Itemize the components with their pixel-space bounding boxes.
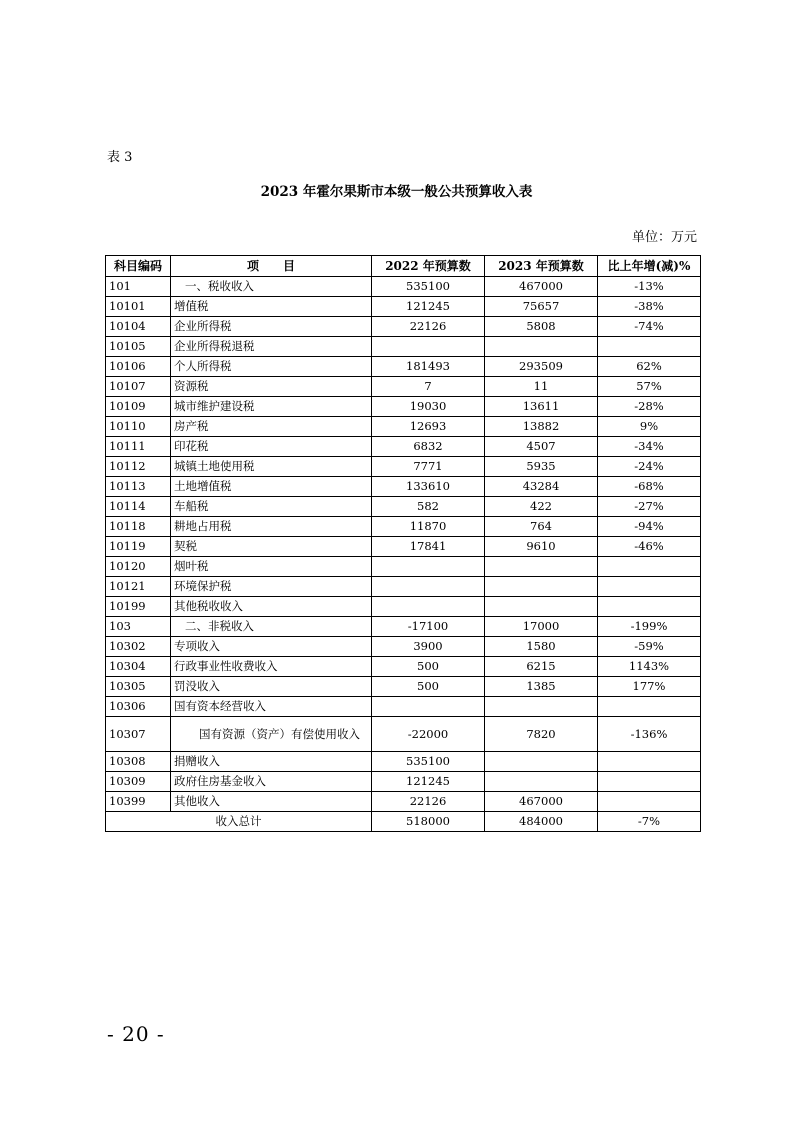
table-row [106, 377, 701, 397]
row-budget-2022: 500 [372, 657, 485, 677]
row-item-name: 环境保护税 [171, 577, 372, 597]
row-budget-2022: 17841 [372, 537, 485, 557]
row-budget-2023: 5808 [485, 317, 598, 337]
row-item-name: 个人所得税 [171, 357, 372, 377]
row-budget-2023: 13882 [485, 417, 598, 437]
row-budget-2023 [485, 772, 598, 792]
row-change [598, 337, 701, 357]
row-item-name: 印花税 [171, 437, 372, 457]
row-change: -27% [598, 497, 701, 517]
table-row [106, 337, 701, 357]
row-item-name: 耕地占用税 [171, 517, 372, 537]
row-item-name: 国有资本经营收入 [171, 697, 372, 717]
row-change: 62% [598, 357, 701, 377]
row-budget-2023 [485, 697, 598, 717]
row-change: -24% [598, 457, 701, 477]
table-row [106, 497, 701, 517]
row-budget-2023: 6215 [485, 657, 598, 677]
table-row [106, 617, 701, 637]
row-code: 10399 [106, 792, 171, 812]
row-item-name: 城镇土地使用税 [171, 457, 372, 477]
table-label: 表 3 [107, 150, 133, 165]
row-code: 10309 [106, 772, 171, 792]
row-budget-2023: 13611 [485, 397, 598, 417]
row-budget-2023 [485, 337, 598, 357]
row-code: 10101 [106, 297, 171, 317]
header-code: 科目编码 [106, 256, 171, 277]
row-budget-2022: 7 [372, 377, 485, 397]
row-budget-2023: 293509 [485, 357, 598, 377]
table-row [106, 477, 701, 497]
row-change [598, 752, 701, 772]
row-budget-2022: -17100 [372, 617, 485, 637]
row-code: 10107 [106, 377, 171, 397]
header-item: 项 目 [171, 256, 372, 277]
row-change: -199% [598, 617, 701, 637]
row-code: 10105 [106, 337, 171, 357]
row-change [598, 697, 701, 717]
document-title: 2023 年霍尔果斯市本级一般公共预算收入表 [260, 184, 533, 200]
row-budget-2022 [372, 697, 485, 717]
row-code: 103 [106, 617, 171, 637]
row-item-name: 其他收入 [171, 792, 372, 812]
table-header [106, 256, 701, 277]
row-budget-2022: 22126 [372, 317, 485, 337]
row-change: -136% [598, 717, 701, 752]
row-item-name: 车船税 [171, 497, 372, 517]
table-row [106, 317, 701, 337]
table-row [106, 697, 701, 717]
row-item-name: 房产税 [171, 417, 372, 437]
row-item-name: 罚没收入 [171, 677, 372, 697]
row-code: 10302 [106, 637, 171, 657]
row-budget-2023: 43284 [485, 477, 598, 497]
header-budget-2022: 2022 年预算数 [372, 256, 485, 277]
row-code: 10120 [106, 557, 171, 577]
row-budget-2023: 764 [485, 517, 598, 537]
table-row [106, 792, 701, 812]
table-row [106, 597, 701, 617]
row-budget-2023 [485, 752, 598, 772]
row-budget-2022 [372, 337, 485, 357]
row-budget-2022 [372, 597, 485, 617]
row-budget-2023: 1385 [485, 677, 598, 697]
row-item-name: 一、税收收入 [171, 277, 372, 297]
row-code: 10113 [106, 477, 171, 497]
row-item-name: 行政事业性收费收入 [171, 657, 372, 677]
row-budget-2022: 582 [372, 497, 485, 517]
row-change: -68% [598, 477, 701, 497]
row-change [598, 792, 701, 812]
total-label: 收入总计 [106, 812, 372, 832]
header-budget-2023: 2023 年预算数 [485, 256, 598, 277]
row-budget-2022 [372, 557, 485, 577]
row-code: 10109 [106, 397, 171, 417]
table-row [106, 752, 701, 772]
row-budget-2023 [485, 557, 598, 577]
row-code: 10121 [106, 577, 171, 597]
table-row [106, 437, 701, 457]
row-item-name: 契税 [171, 537, 372, 557]
row-change: 177% [598, 677, 701, 697]
row-budget-2023 [485, 577, 598, 597]
row-budget-2023: 9610 [485, 537, 598, 557]
row-budget-2022: 7771 [372, 457, 485, 477]
row-item-name: 政府住房基金收入 [171, 772, 372, 792]
row-budget-2022 [372, 577, 485, 597]
row-code: 10199 [106, 597, 171, 617]
table-row [106, 297, 701, 317]
row-item-name: 城市维护建设税 [171, 397, 372, 417]
row-change: -46% [598, 537, 701, 557]
row-budget-2022: 500 [372, 677, 485, 697]
row-change: 1143% [598, 657, 701, 677]
row-budget-2023: 7820 [485, 717, 598, 752]
row-change: -13% [598, 277, 701, 297]
table-body [106, 277, 701, 812]
row-budget-2023: 17000 [485, 617, 598, 637]
row-code: 10118 [106, 517, 171, 537]
table-row [106, 772, 701, 792]
row-budget-2023: 11 [485, 377, 598, 397]
row-budget-2023: 467000 [485, 792, 598, 812]
table-row [106, 417, 701, 437]
row-change [598, 557, 701, 577]
table-row [106, 457, 701, 477]
table-row [106, 657, 701, 677]
row-change: -34% [598, 437, 701, 457]
row-change [598, 577, 701, 597]
row-budget-2022: 22126 [372, 792, 485, 812]
row-change: 9% [598, 417, 701, 437]
row-item-name: 土地增值税 [171, 477, 372, 497]
table-row [106, 397, 701, 417]
row-budget-2023: 75657 [485, 297, 598, 317]
row-budget-2022: 3900 [372, 637, 485, 657]
row-budget-2022: 6832 [372, 437, 485, 457]
row-code: 10306 [106, 697, 171, 717]
total-budget-2023: 484000 [485, 812, 598, 832]
row-change [598, 597, 701, 617]
row-code: 10307 [106, 717, 171, 752]
header-change: 比上年增(减)% [598, 256, 701, 277]
row-budget-2022: 535100 [372, 277, 485, 297]
row-budget-2022: 181493 [372, 357, 485, 377]
row-item-name: 企业所得税 [171, 317, 372, 337]
table-row [106, 677, 701, 697]
table-row [106, 637, 701, 657]
row-budget-2022: 535100 [372, 752, 485, 772]
row-code: 10305 [106, 677, 171, 697]
row-budget-2023: 5935 [485, 457, 598, 477]
row-code: 10110 [106, 417, 171, 437]
row-budget-2023: 467000 [485, 277, 598, 297]
row-code: 10119 [106, 537, 171, 557]
row-item-name: 企业所得税退税 [171, 337, 372, 357]
table-row [106, 517, 701, 537]
table-row [106, 277, 701, 297]
row-code: 10114 [106, 497, 171, 517]
unit-label: 单位：万元 [631, 230, 697, 245]
row-code: 10106 [106, 357, 171, 377]
row-code: 10304 [106, 657, 171, 677]
row-item-name: 专项收入 [171, 637, 372, 657]
table-row [106, 557, 701, 577]
row-code: 10104 [106, 317, 171, 337]
row-item-name: 其他税收收入 [171, 597, 372, 617]
row-budget-2022: 11870 [372, 517, 485, 537]
table-row [106, 537, 701, 557]
row-code: 101 [106, 277, 171, 297]
row-budget-2023: 1580 [485, 637, 598, 657]
total-row [106, 812, 701, 832]
row-budget-2022: 121245 [372, 772, 485, 792]
row-item-name: 国有资源（资产）有偿使用收入 [171, 717, 372, 752]
table-row [106, 717, 701, 752]
row-item-name: 烟叶税 [171, 557, 372, 577]
row-budget-2023: 422 [485, 497, 598, 517]
row-item-name: 资源税 [171, 377, 372, 397]
row-item-name: 捐赠收入 [171, 752, 372, 772]
table-row [106, 357, 701, 377]
row-change: -28% [598, 397, 701, 417]
row-code: 10308 [106, 752, 171, 772]
total-change: -7% [598, 812, 701, 832]
row-budget-2023: 4507 [485, 437, 598, 457]
budget-table [105, 255, 701, 832]
row-change [598, 772, 701, 792]
row-budget-2022: 121245 [372, 297, 485, 317]
row-change: -38% [598, 297, 701, 317]
row-change: -74% [598, 317, 701, 337]
row-budget-2022: 133610 [372, 477, 485, 497]
table-row [106, 577, 701, 597]
row-code: 10111 [106, 437, 171, 457]
page-number: - 20 - [107, 1022, 165, 1046]
row-budget-2022: 19030 [372, 397, 485, 417]
row-budget-2022: 12693 [372, 417, 485, 437]
row-budget-2022: -22000 [372, 717, 485, 752]
row-item-name: 二、非税收入 [171, 617, 372, 637]
row-code: 10112 [106, 457, 171, 477]
row-item-name: 增值税 [171, 297, 372, 317]
row-change: -94% [598, 517, 701, 537]
row-change: -59% [598, 637, 701, 657]
row-budget-2023 [485, 597, 598, 617]
total-budget-2022: 518000 [372, 812, 485, 832]
row-change: 57% [598, 377, 701, 397]
